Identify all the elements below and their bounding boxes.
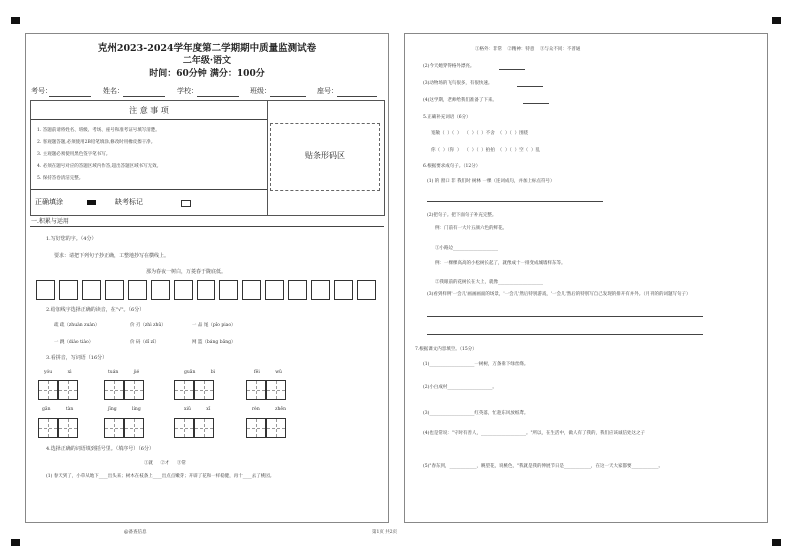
writing-cell[interactable] (311, 280, 330, 300)
pinyin-6: jīng líng (108, 407, 141, 412)
pinyin-2: tuán jié (108, 370, 140, 375)
writing-cell[interactable] (151, 280, 170, 300)
char-box[interactable] (246, 418, 266, 438)
barcode-panel (266, 100, 385, 216)
exam-number-field[interactable] (49, 96, 91, 97)
notice-item-2: 2. 客观题答题,必须使用2B铅笔填涂,修改时用橡皮擦干净。 (37, 140, 156, 145)
notice-item-4: 4. 必须在题号对应的答题区域内作答,超出答题区域书写无效。 (37, 164, 162, 169)
q6-a: (1) 的 窗口 非 我们时 树林 一棵（连词成句，并加上标点符号） (427, 179, 555, 184)
q3-text: 3.看拼音，写词语（16分） (46, 355, 108, 361)
school-label: 学校： (177, 87, 198, 95)
q2-text: 2.给加线字选择正确的读音，在"√"。（6分） (46, 307, 145, 313)
answer-line[interactable] (427, 316, 703, 317)
fill-correct-sample (87, 200, 96, 205)
char-box[interactable] (104, 380, 124, 400)
q7-item-5: (5)"春东到，____________，眺望花，说桃色，"我就是我的伸展节日是____________，在这一天大家都要____________。 (423, 464, 664, 469)
writing-cell[interactable] (59, 280, 78, 300)
writing-cell[interactable] (357, 280, 376, 300)
class-field[interactable] (270, 96, 306, 97)
char-box[interactable] (266, 380, 286, 400)
exam-time-score: 时间：60分钟 满分：100分 (149, 69, 265, 79)
pinyin-4: fēi wǔ (254, 370, 282, 375)
answer-line[interactable] (499, 69, 525, 70)
school-field[interactable] (197, 96, 239, 97)
char-box[interactable] (266, 418, 286, 438)
q1-sentence: 那为春夜一树白，万菱春于陇底低。 (146, 269, 227, 275)
notice-item-1: 1. 答题前请将姓名、班级、考场、座号和准考证号填写清楚。 (37, 128, 160, 133)
char-box[interactable] (58, 380, 78, 400)
registration-mark-top-left (11, 17, 20, 24)
char-box[interactable] (38, 380, 58, 400)
q6-b-example-2: 例：一棵棵高高的小松树长起了，就像成十一排变成城墙样东等。 (435, 261, 566, 266)
char-box[interactable] (124, 380, 144, 400)
meaning-item-4: (4)这学期，老师给我们准备了下来。 (423, 98, 497, 103)
q6-text: 6.根据要求成句子。（12分） (423, 164, 481, 169)
q7-text: 7.根据课文内容填空。（15分） (415, 347, 477, 352)
char-box[interactable] (38, 418, 58, 438)
page-number: 第1页 共2页 (372, 530, 398, 535)
meaning-item-2: (2)今天她穿得格外漂亮。 (423, 64, 475, 69)
q6-b-example: 例：门前有一大片五颜六色的鲜花。 (435, 226, 507, 231)
writing-cell[interactable] (265, 280, 284, 300)
q2-row2-item3: 网 篮（báng bǎng） (192, 340, 236, 345)
char-box[interactable] (174, 418, 194, 438)
q4-sentence: (1) 春天到了，小草从地下____出头来；树木在枝条上____出点点嫩芽；开辟了花和一样稳健，再十____去了桃园。 (46, 474, 275, 479)
footer-note: @备查信息 (124, 530, 147, 535)
notice-item-5: 5. 保持答卷清洁完整。 (37, 176, 84, 181)
pinyin-8: rèn zhēn (252, 407, 286, 412)
pinyin-7: xiū xī (184, 407, 211, 412)
absent-mark-box[interactable] (181, 200, 191, 207)
name-label: 姓名： (103, 87, 124, 95)
answer-line[interactable] (427, 201, 603, 202)
seat-field[interactable] (337, 96, 377, 97)
q6-b: (2)把句子。把下面句子补充完整。 (427, 213, 497, 218)
registration-mark-bottom-left (11, 539, 20, 546)
writing-cell[interactable] (219, 280, 238, 300)
q6-c: (3)看到样例'一会儿'画画画面的场景，'一会儿'然后特别游戏，'一会儿'然后的特别写自己发现的排开有并外。（月刊的的词题写句子） (427, 292, 691, 297)
q2-row2-item2: 价 码（dǐ zǐ） (130, 340, 159, 345)
q7-item-3: (3)____________________红英落，忙趁东风放纸鸢。 (423, 411, 529, 416)
answer-line[interactable] (523, 103, 549, 104)
fill-correct-label: 正确填涂 (35, 198, 63, 206)
pinyin-3: guān bì (184, 370, 216, 375)
meaning-item-3: (3)动物场的飞鸟很多，有很快速。 (423, 81, 493, 86)
registration-mark-top-right (772, 17, 781, 24)
writing-cell[interactable] (288, 280, 307, 300)
char-box[interactable] (104, 418, 124, 438)
seat-label: 座号： (317, 87, 338, 95)
char-box[interactable] (174, 380, 194, 400)
registration-mark-bottom-right (772, 539, 781, 546)
q2-row2-item1: 一 跳（diào tiào） (54, 340, 94, 345)
writing-cell[interactable] (174, 280, 193, 300)
writing-cell[interactable] (82, 280, 101, 300)
pinyin-1: yóu xì (44, 370, 72, 375)
pinyin-5: gǎn tàn (42, 407, 74, 412)
char-box[interactable] (194, 418, 214, 438)
name-field[interactable] (123, 96, 165, 97)
writing-cell[interactable] (36, 280, 55, 300)
q6-b2: ②我眼前的花树长在大上，就像____________________ (435, 280, 543, 285)
q5-text: 5.正确补充词语（6分） (423, 115, 471, 120)
char-box[interactable] (124, 418, 144, 438)
writing-cell[interactable] (105, 280, 124, 300)
notice-box (30, 100, 268, 216)
writing-cell[interactable] (242, 280, 261, 300)
q4-text: 4.选择正确的词语填到括号里。（填序号）（6分） (46, 446, 154, 452)
char-box[interactable] (246, 380, 266, 400)
answer-sheet-page-1 (25, 33, 389, 523)
notice-bottom-divider (31, 189, 267, 190)
q6-b1: ①小路边____________________ (435, 246, 498, 251)
word-meanings: ①格外：非常 ②精神：特意 ③与众不同：不普通 (475, 47, 581, 52)
exam-subtitle: 二年级·语文 (182, 56, 232, 66)
q7-item-1: (1)____________________一树树，万条垂下绿丝绦。 (423, 362, 529, 367)
char-box[interactable] (194, 380, 214, 400)
q7-item-4: (4)也是常说："守时有善人，____________________。"所以，在生活中，做人有了我的，我们应该诚信处这之子 (423, 431, 646, 436)
notice-item-3: 3. 主观题必须使用黑色签字笔书写。 (37, 152, 111, 157)
student-info-row (31, 87, 386, 99)
q7-item-2: (2)小白成村____________________。 (423, 385, 497, 390)
q5-row1: 宽敞（ ）（ ） （ ）（ ）不舍 （ ）（ ）围绕 (431, 131, 529, 136)
writing-cell[interactable] (197, 280, 216, 300)
writing-grid[interactable] (36, 280, 380, 300)
q1-hint: 要求：请把下列句子抄正确，工整地抄写在横线上。 (54, 253, 170, 259)
char-box[interactable] (58, 418, 78, 438)
exam-title: 克州2023-2024学年度第二学期期中质量监测试卷 (97, 43, 317, 54)
answer-line[interactable] (517, 86, 543, 87)
writing-cell[interactable] (128, 280, 147, 300)
q2-row1-item3: 一 品 尾（pǐo piao） (192, 323, 236, 328)
barcode-label: 贴条形码区 (305, 151, 345, 160)
q1-text: 1.写好您的字。（4分） (46, 236, 97, 242)
exam-number-label: 考号： (31, 87, 52, 95)
notice-divider (31, 119, 267, 120)
section1-divider (30, 226, 384, 227)
q4-options: ①就 ②才 ③常 (144, 461, 186, 466)
answer-sheet-page-2 (404, 33, 768, 523)
q2-row1-item1: 疏 疏（zhuàn zuàn） (54, 323, 100, 328)
q2-row1-item2: 价 刃（zhì zhǔ） (130, 323, 166, 328)
section1-title: 一.积累与运用 (31, 218, 69, 225)
absent-mark-label: 缺考标记 (115, 198, 143, 206)
answer-line[interactable] (427, 334, 703, 335)
class-label: 班级： (250, 87, 271, 95)
q5-row2: 你（ ）（你 ） （ ）（ ）拍拍 （ ）（ ）空（ ）乱 (431, 148, 540, 153)
writing-cell[interactable] (334, 280, 353, 300)
notice-title: 注 意 事 项 (129, 106, 169, 115)
